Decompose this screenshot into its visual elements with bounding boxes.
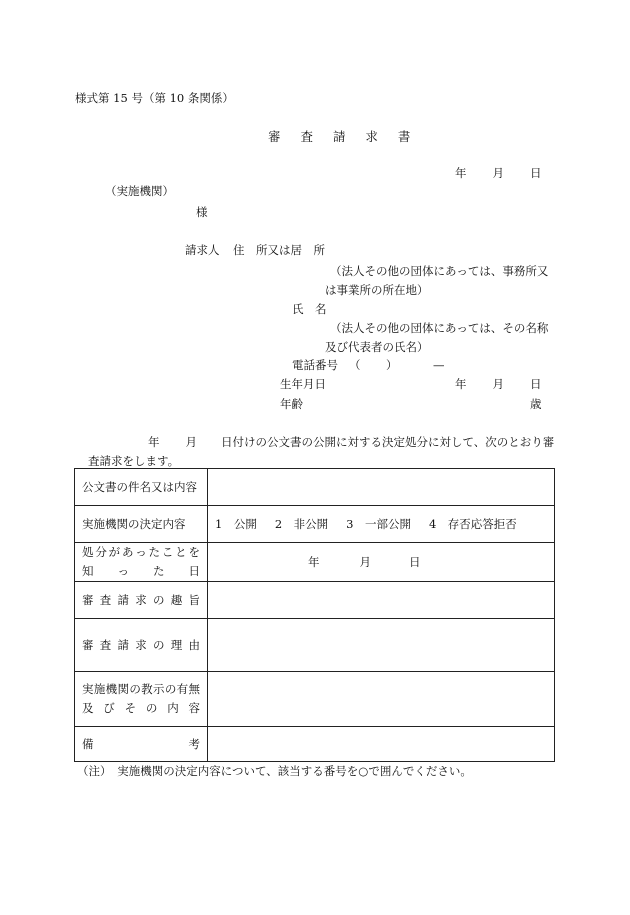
notice-date-field[interactable] bbox=[208, 543, 555, 582]
birthdate-year: 年 bbox=[455, 377, 467, 391]
notice-date-label bbox=[75, 543, 208, 582]
birthdate-label: 生年月日 bbox=[280, 377, 326, 391]
name-label: 氏 名 bbox=[292, 302, 327, 316]
birthdate-month: 月 bbox=[492, 377, 504, 391]
table-row bbox=[75, 619, 555, 672]
option-refusal[interactable]: 4 存否応答拒否 bbox=[428, 517, 517, 531]
notice-day: 日 bbox=[409, 555, 421, 569]
table-row bbox=[75, 469, 555, 506]
phone-label: 電話番号 bbox=[292, 358, 338, 372]
request-paragraph bbox=[148, 437, 554, 449]
address-note: （法人その他の団体にあっては、事務所又 bbox=[330, 264, 549, 278]
instruction-label-line2: 及びその内容 bbox=[82, 701, 200, 715]
table-row bbox=[75, 543, 555, 582]
birthdate-day: 日 bbox=[530, 377, 542, 391]
date-month: 月 bbox=[492, 166, 504, 180]
purpose-field[interactable] bbox=[208, 582, 555, 619]
notice-date-label-line2: 知った日 bbox=[82, 564, 200, 578]
remarks-label: 備考 bbox=[75, 727, 208, 762]
address-note: は事業所の所在地） bbox=[325, 283, 429, 297]
purpose-label: 審査請求の趣旨 bbox=[75, 582, 208, 619]
form-number: 様式第 15 号（第 10 条関係） bbox=[75, 91, 234, 105]
notice-month: 月 bbox=[359, 555, 371, 569]
request-form-table bbox=[74, 468, 555, 762]
decision-label: 実施機関の決定内容 bbox=[75, 506, 208, 543]
address-label: 住 所又は居 所 bbox=[233, 243, 325, 257]
table-row bbox=[75, 727, 555, 762]
paragraph-month: 月 bbox=[185, 435, 197, 449]
submission-date bbox=[455, 168, 542, 180]
notice-date-label-line1: 処分があったことを bbox=[82, 545, 200, 559]
table-row bbox=[75, 672, 555, 727]
phone-paren-close: ） bbox=[386, 358, 398, 372]
date-year: 年 bbox=[455, 166, 467, 180]
footnote: （注） 実施機関の決定内容について、該当する番号を○で囲んでください。 bbox=[77, 764, 472, 778]
subject-field[interactable] bbox=[208, 469, 555, 506]
age-unit: 歳 bbox=[530, 397, 542, 411]
remarks-field[interactable] bbox=[208, 727, 555, 762]
phone-dash: — bbox=[433, 358, 445, 372]
reason-field[interactable] bbox=[208, 619, 555, 672]
reason-label: 審査請求の理由 bbox=[75, 619, 208, 672]
instruction-label bbox=[75, 672, 208, 727]
instruction-field[interactable] bbox=[208, 672, 555, 727]
table-row bbox=[75, 582, 555, 619]
option-non-disclosure[interactable]: 2 非公開 bbox=[274, 517, 329, 531]
option-partial-disclosure[interactable]: 3 一部公開 bbox=[346, 517, 411, 531]
paragraph-year: 年 bbox=[148, 435, 160, 449]
name-note: 及び代表者の氏名） bbox=[325, 340, 429, 354]
request-paragraph-continued: 査請求をします。 bbox=[88, 454, 180, 468]
birthdate-fields bbox=[455, 379, 542, 391]
age-label: 年齢 bbox=[280, 397, 303, 411]
decision-options bbox=[208, 506, 555, 543]
paragraph-text: 日付けの公文書の公開に対する決定処分に対して、次のとおり審 bbox=[221, 435, 555, 449]
requester-label: 請求人 bbox=[185, 243, 220, 257]
name-note: （法人その他の団体にあっては、その名称 bbox=[330, 321, 549, 335]
honorific: 様 bbox=[196, 205, 208, 219]
agency-label: （実施機関） bbox=[105, 184, 174, 198]
instruction-label-line1: 実施機関の教示の有無 bbox=[82, 682, 200, 696]
table-row bbox=[75, 506, 555, 543]
notice-year: 年 bbox=[308, 555, 320, 569]
subject-label: 公文書の件名又は内容 bbox=[75, 469, 208, 506]
option-disclosure[interactable]: 1 公開 bbox=[215, 517, 257, 531]
date-day: 日 bbox=[530, 166, 542, 180]
phone-paren-open: （ bbox=[349, 358, 361, 372]
document-title: 審 査 請 求 書 bbox=[268, 129, 419, 144]
